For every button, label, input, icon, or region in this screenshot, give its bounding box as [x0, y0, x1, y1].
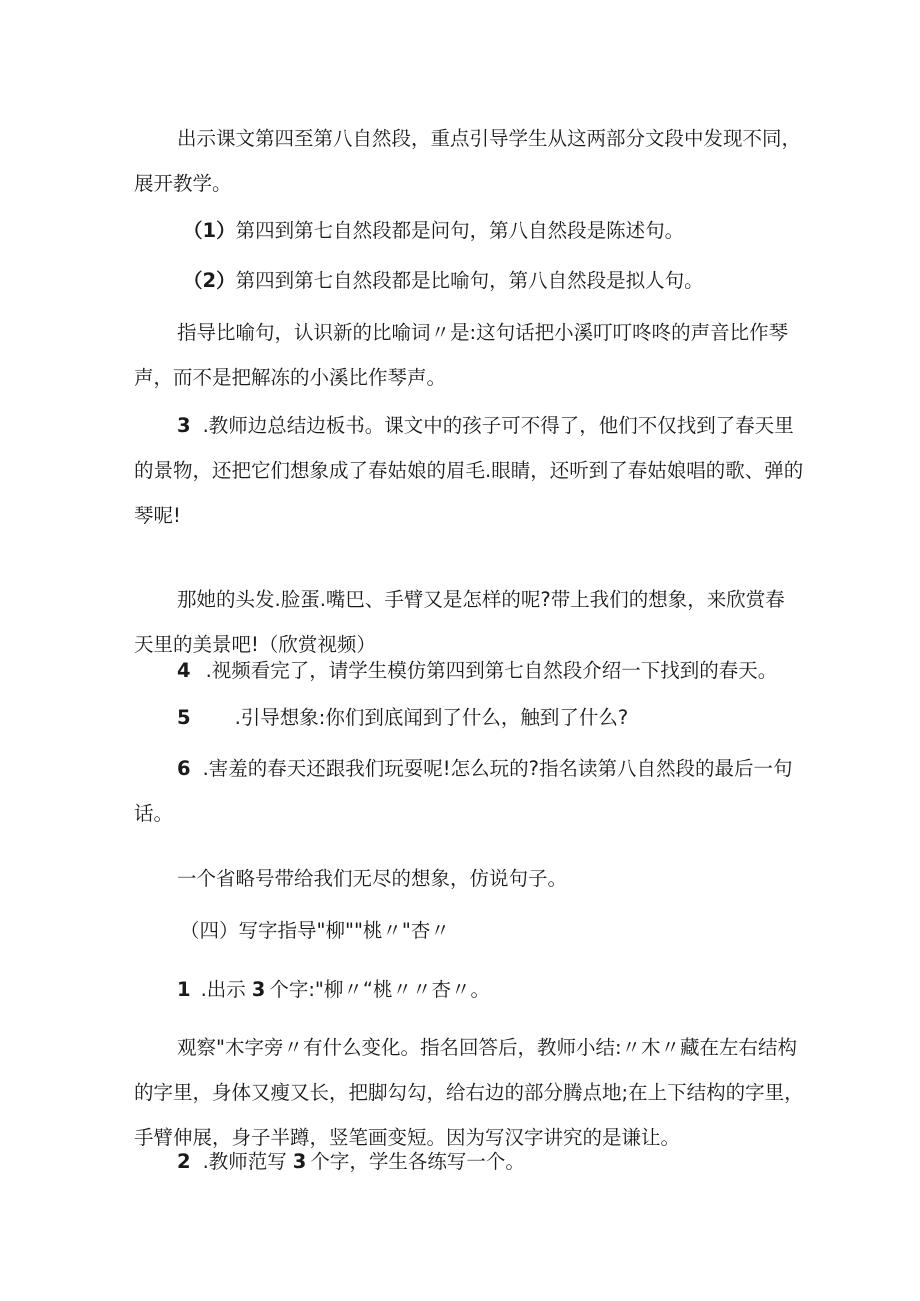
paragraph-imagination: 那她的头发.脸蛋.嘴巴、手臂又是怎样的呢?带上我们的想象，来欣赏春天里的美景吧!（欣赏视频） — [134, 588, 785, 656]
writing-step-1-count: 3 — [251, 978, 266, 1001]
paragraph-simile: 指导比喻句，认识新的比喻词〃是:这句话把小溪叮叮咚咚的声音比作琴声，而不是把解冻的小溪比作琴声。 — [134, 321, 789, 389]
step-5-number: 5 — [177, 706, 191, 729]
writing-step-2-text-after: 个字，学生各练写一个。 — [310, 1150, 525, 1173]
paragraph-intro: 出示课文第四至第八自然段，重点引导学生从这两部分文段中发现不同，展开教学。 — [134, 127, 802, 195]
section-heading-writing: （四）写字指导"柳""桃〃"杏〃 — [180, 919, 450, 942]
writing-step-1-text-after: 个字:"柳〃“桃〃〃杏〃。 — [269, 978, 491, 1001]
list-item-2-number: （2） — [183, 269, 236, 292]
writing-step-1-number: 1 — [177, 978, 191, 1001]
step-3-number: 3 — [177, 414, 191, 437]
list-item-2 — [183, 266, 704, 296]
step-6-text: .害羞的春天还跟我们玩耍呢!怎么玩的?指名读第八自然段的最后一句话。 — [134, 757, 793, 825]
paragraph-wood-radical: 观察"木字旁〃有什么变化。指名回答后，教师小结:〃木〃藏在左右结构的字里，身体又瘦又长，把脚勾勾，给右边的部分腾点地;在上下结构的字里，手臂伸展，身子半蹲，竖笔画变短。因为写汉字讲究的是谦让。 — [134, 1036, 804, 1149]
writing-step-2-text-before: .教师范写 — [202, 1150, 287, 1173]
step-6-number: 6 — [177, 757, 191, 780]
step-3-text: .教师边总结边板书。课文中的孩子可不得了，他们不仅找到了春天里的景物，还把它们想象成了春姑娘的眉毛.眼睛，还听到了春姑娘唱的歌、弹的琴呢! — [134, 414, 804, 527]
step-6 — [134, 746, 804, 836]
step-4 — [177, 656, 777, 686]
step-5 — [177, 703, 628, 733]
step-3 — [134, 403, 804, 538]
list-item-1-number: （1） — [183, 219, 236, 242]
list-item-2-text: 第四到第七自然段都是比喻句，第八自然段是拟人句。 — [235, 269, 704, 292]
step-5-text: .引导想象:你们到底闻到了什么，触到了什么? — [234, 706, 629, 729]
step-4-text: .视频看完了，请学生模仿第四到第七自然段介绍一下找到的春天。 — [205, 659, 778, 682]
writing-step-2-number: 2 — [177, 1150, 191, 1173]
list-item-1 — [183, 216, 684, 246]
writing-step-1-text-before: .出示 — [200, 978, 246, 1001]
paragraph-ellipsis: 一个省略号带给我们无尽的想象，仿说句子。 — [177, 867, 568, 890]
writing-step-2 — [177, 1147, 525, 1177]
list-item-1-text: 第四到第七自然段都是问句，第八自然段是陈述句。 — [235, 219, 685, 242]
writing-step-2-count: 3 — [292, 1150, 307, 1173]
step-4-number: 4 — [177, 659, 191, 682]
writing-step-1 — [177, 975, 490, 1005]
